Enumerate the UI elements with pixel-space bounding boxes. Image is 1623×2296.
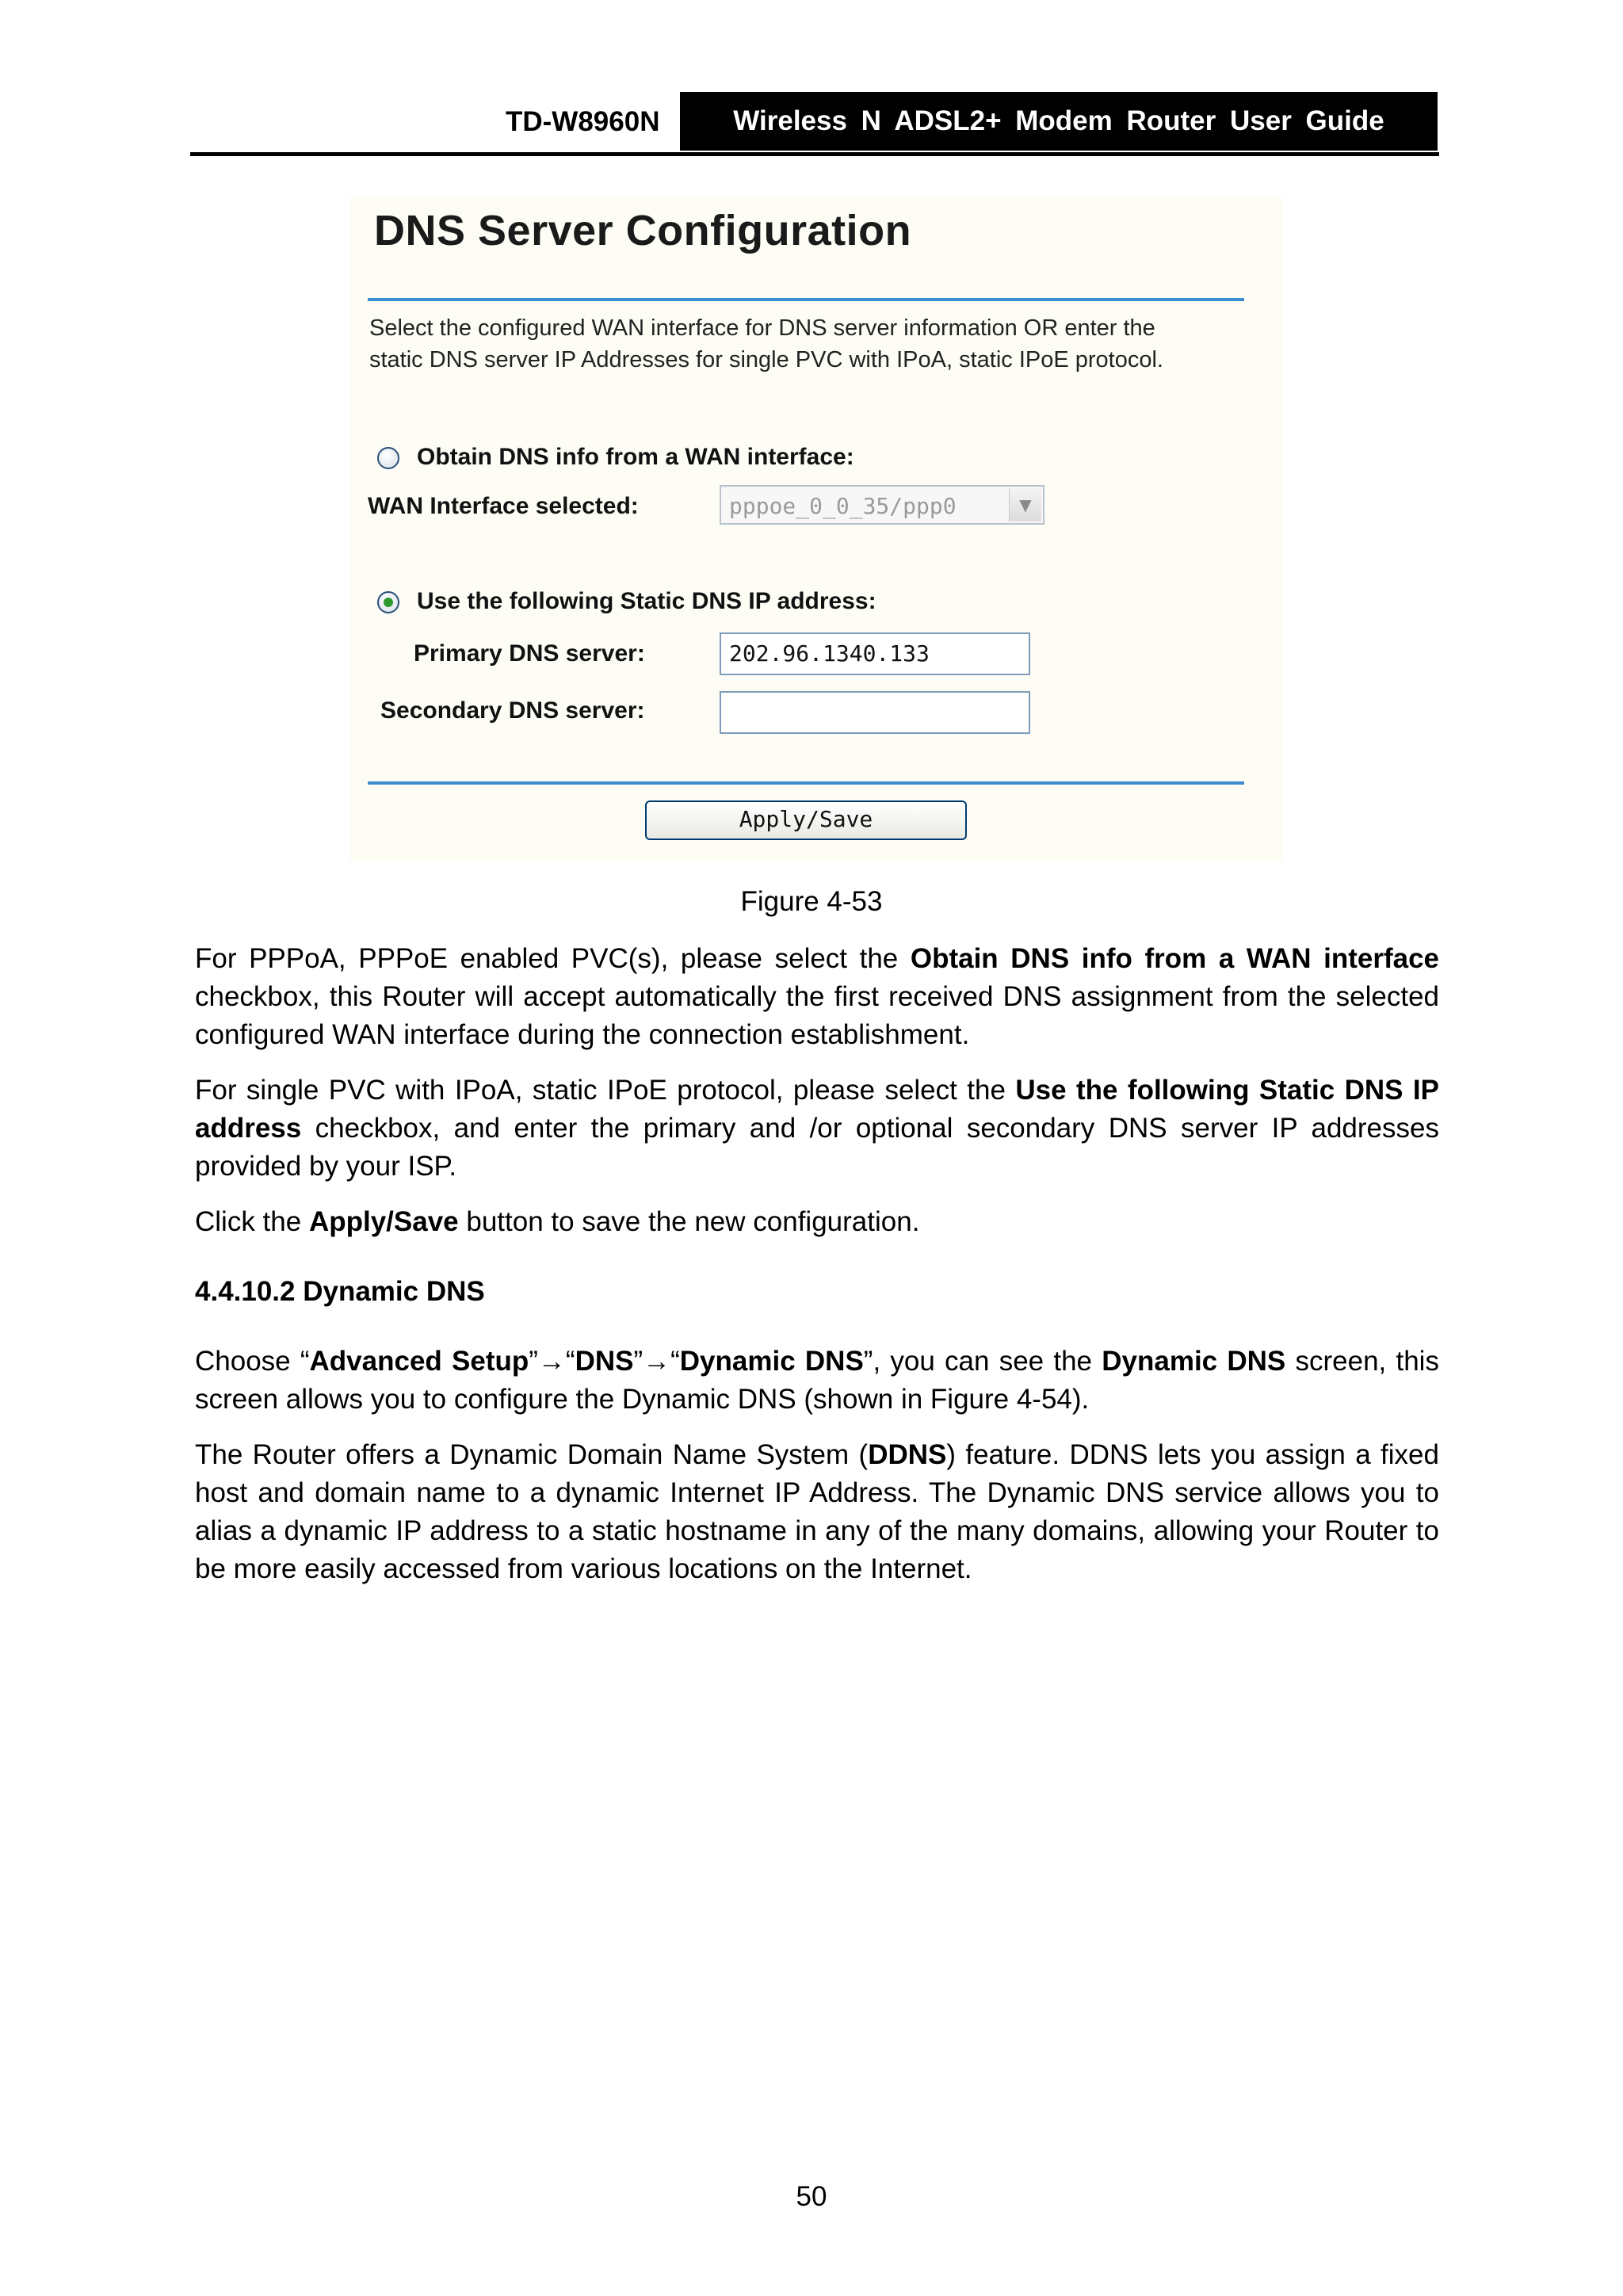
para3-text-2: button to save the new configuration. [458, 1206, 920, 1237]
para5-text-2: ) feature. DDNS lets you assign a fixed host and domain name to a dynamic Internet IP Address. The Dynamic DNS service allows you to alias a dynamic IP address to a static hostname in any of the many domains, allowing your Router to be more easily accessed from various locations on the Internet. [195, 1439, 1439, 1584]
panel-description [369, 312, 1257, 376]
wan-interface-selected-label: WAN Interface selected: [368, 493, 639, 519]
section-heading: 4.4.10.2 Dynamic DNS [195, 1276, 485, 1307]
primary-dns-label: Primary DNS server: [414, 640, 645, 667]
description-line-1: Select the configured WAN interface for DNS server information OR enter the [369, 315, 1155, 341]
para3-text-1: Click the [195, 1206, 309, 1237]
apply-save-button[interactable]: Apply/Save [645, 800, 967, 840]
para1-text-2: checkbox, this Router will accept automatically the first received DNS assignment from the selected configured WAN interface during the connection establishment. [195, 981, 1439, 1050]
para4-text-5: screen, this screen allows you to configure the Dynamic DNS (shown in Figure 4-54). [195, 1346, 1439, 1415]
paragraph-apply-save [195, 1203, 1439, 1241]
primary-dns-input[interactable] [720, 632, 1030, 675]
para4-text-4: ”, you can see the [863, 1346, 1102, 1377]
paragraph-ddns-feature [195, 1436, 1439, 1588]
chevron-down-icon[interactable]: ▼ [1009, 488, 1041, 521]
static-dns-radio[interactable] [377, 591, 399, 613]
para2-text-2: checkbox, and enter the primary and /or optional secondary DNS server IP addresses provided by your ISP. [195, 1113, 1439, 1182]
para2-bold-1: Use the following Static DNS IP address [195, 1075, 1440, 1144]
dns-config-screenshot [350, 195, 1282, 862]
wan-interface-radio[interactable] [377, 447, 399, 469]
top-divider [368, 298, 1244, 301]
paragraph-choose-ddns [195, 1343, 1439, 1419]
header-rule [190, 152, 1439, 156]
para4-text-1: Choose “ [195, 1346, 310, 1377]
secondary-dns-label: Secondary DNS server: [380, 697, 645, 724]
paragraph-static-dns [195, 1072, 1439, 1186]
page-number: 50 [796, 2181, 827, 2212]
para4-bold-4: Dynamic DNS [1102, 1346, 1286, 1377]
para5-text-1: The Router offers a Dynamic Domain Name System ( [195, 1439, 869, 1470]
static-dns-option-label: Use the following Static DNS IP address: [417, 588, 876, 614]
primary-dns-value: 202.96.1340.133 [729, 640, 930, 667]
wan-interface-option-label: Obtain DNS info from a WAN interface: [417, 444, 854, 470]
header-guide-title: Wireless N ADSL2+ Modem Router User Guide [680, 92, 1438, 151]
para2-text-1: For single PVC with IPoA, static IPoE protocol, please select the [195, 1075, 1016, 1106]
figure-caption: Figure 4-53 [740, 886, 883, 917]
paragraph-obtain-dns [195, 940, 1439, 1054]
description-line-2: static DNS server IP Addresses for single PVC with IPoA, static IPoE protocol. [369, 347, 1163, 372]
para1-text-1: For PPPoA, PPPoE enabled PVC(s), please select the [195, 943, 911, 974]
para5-bold-1: DDNS [868, 1439, 947, 1470]
para4-text-3: ”→“ [633, 1346, 680, 1377]
header-model: TD-W8960N [506, 106, 660, 137]
panel-title: DNS Server Configuration [374, 207, 912, 254]
wan-interface-select-value: pppoe_0_0_35/ppp0 [729, 493, 957, 519]
para3-bold-1: Apply/Save [308, 1206, 459, 1237]
wan-interface-select[interactable] [720, 485, 1044, 525]
para4-bold-1: Advanced Setup [309, 1346, 529, 1377]
para1-bold-1: Obtain DNS info from a WAN interface [910, 943, 1440, 974]
bottom-divider [368, 781, 1244, 785]
para4-bold-2: DNS [575, 1346, 634, 1377]
para4-text-2: ”→“ [529, 1346, 575, 1377]
secondary-dns-input[interactable] [720, 691, 1030, 734]
para4-bold-3: Dynamic DNS [679, 1346, 864, 1377]
